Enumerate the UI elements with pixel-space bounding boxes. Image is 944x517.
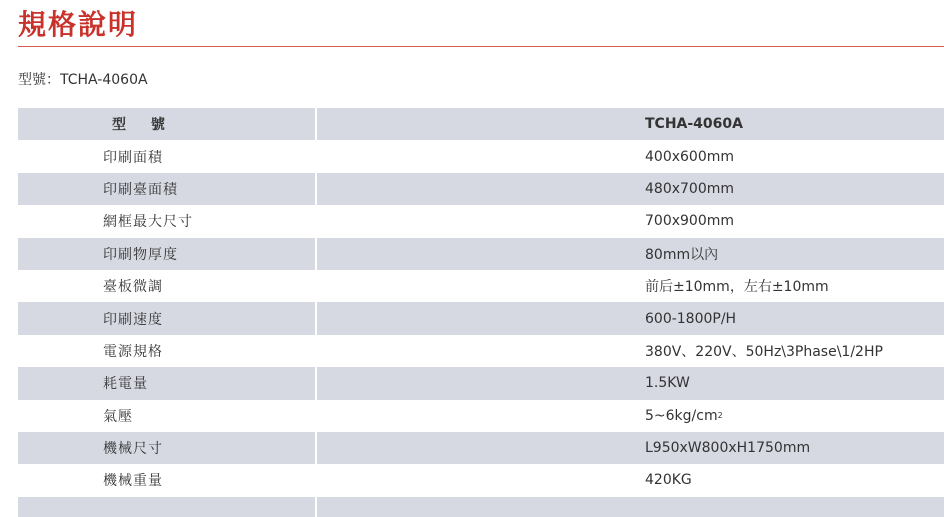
title-divider bbox=[18, 46, 944, 47]
spec-table bbox=[18, 108, 944, 517]
row-label: 耗電量 bbox=[18, 367, 315, 399]
row-label-empty bbox=[18, 497, 315, 517]
row-value: 380V、220V、50Hz\3Phase\1/2HP bbox=[645, 343, 883, 360]
row-value: L950xW800xH1750mm bbox=[317, 432, 944, 464]
table-row bbox=[18, 270, 944, 302]
table-row bbox=[18, 238, 944, 270]
header-label: 型 號 bbox=[18, 108, 315, 140]
table-row bbox=[18, 432, 944, 464]
row-value: 480x700mm bbox=[317, 173, 944, 205]
row-label: 氣壓 bbox=[103, 408, 133, 425]
row-label: 印刷臺面積 bbox=[18, 173, 315, 205]
row-label: 印刷物厚度 bbox=[18, 238, 315, 270]
row-value: 前后±10mm，左右±10mm bbox=[645, 279, 829, 296]
row-value: 5~6kg/cm 2 bbox=[645, 407, 723, 424]
row-label: 網框最大尺寸 bbox=[103, 214, 193, 231]
table-row bbox=[18, 335, 944, 367]
table-row bbox=[18, 367, 944, 399]
page-title: 規格說明 bbox=[18, 8, 139, 41]
row-label: 印刷速度 bbox=[18, 302, 315, 334]
row-value: 600-1800P/H bbox=[317, 302, 944, 334]
header-value: TCHA-4060A bbox=[317, 108, 944, 140]
row-value-empty bbox=[317, 497, 944, 517]
row-label: 機械重量 bbox=[103, 473, 163, 490]
row-label: 電源規格 bbox=[103, 343, 163, 360]
table-row bbox=[18, 205, 944, 237]
table-row bbox=[18, 302, 944, 334]
pressure-value: 5~6kg/cm bbox=[645, 407, 718, 424]
row-value: 420KG bbox=[645, 472, 692, 489]
table-row-partial bbox=[18, 497, 944, 517]
table-row bbox=[18, 173, 944, 205]
row-value: 400x600mm bbox=[645, 148, 735, 165]
row-value: 700x900mm bbox=[645, 213, 735, 230]
row-value: 80mm以內 bbox=[317, 238, 944, 270]
table-header-row bbox=[18, 108, 944, 140]
table-row bbox=[18, 464, 944, 496]
table-row bbox=[18, 400, 944, 432]
row-label: 機械尺寸 bbox=[18, 432, 315, 464]
row-label: 臺板微調 bbox=[103, 279, 163, 296]
row-value: 1.5KW bbox=[317, 367, 944, 399]
model-line: 型號：TCHA-4060A bbox=[18, 72, 148, 88]
table-row bbox=[18, 140, 944, 172]
row-label: 印刷面積 bbox=[103, 149, 163, 166]
